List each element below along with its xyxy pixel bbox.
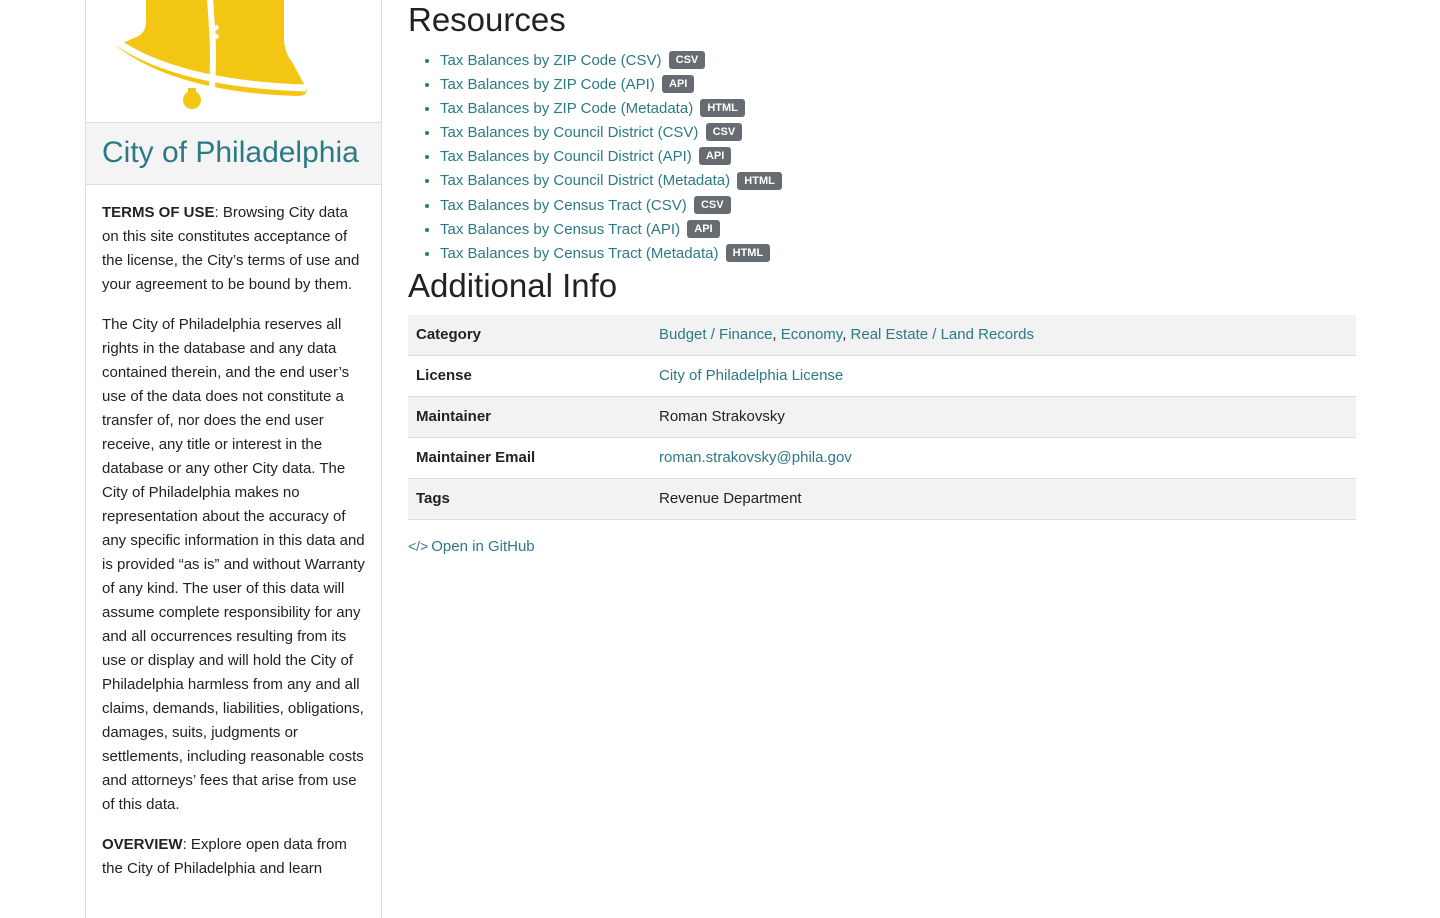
table-row <box>408 478 1356 519</box>
license-value-cell <box>651 355 1356 396</box>
open-in-github <box>408 538 1356 555</box>
org-title[interactable]: City of Philadelphia <box>102 136 359 169</box>
format-badge: HTML <box>726 244 771 262</box>
resource-item <box>440 218 1356 242</box>
resource-item <box>440 169 1356 193</box>
format-badge: CSV <box>706 123 743 141</box>
resource-link[interactable]: Tax Balances by Council District (Metadata) <box>440 172 731 190</box>
format-badge: CSV <box>669 51 706 69</box>
terms-text: : Browsing City data on this site constitutes acceptance of the license, the City’s terms of use and your agreement to be bound by them. <box>102 204 360 293</box>
logo-box[interactable] <box>86 0 381 123</box>
table-row <box>408 437 1356 478</box>
open-in-github-link[interactable] <box>408 538 535 555</box>
resource-item <box>440 49 1356 73</box>
resource-link[interactable]: Tax Balances by Census Tract (Metadata) <box>440 244 719 262</box>
terms-paragraph <box>102 201 367 297</box>
category-key: Category <box>408 315 651 356</box>
open-in-github-label: Open in GitHub <box>431 537 535 555</box>
maintainer-email-key: Maintainer Email <box>408 437 651 478</box>
format-badge: API <box>687 220 719 238</box>
resource-item <box>440 242 1356 266</box>
overview-label: OVERVIEW <box>102 836 183 853</box>
license-link[interactable]: City of Philadelphia License <box>659 367 844 385</box>
category-link[interactable]: Budget / Finance <box>659 326 773 344</box>
resource-link[interactable]: Tax Balances by Council District (API) <box>440 148 692 166</box>
resource-item <box>440 73 1356 97</box>
maintainer-key: Maintainer <box>408 396 651 437</box>
sidebar-description <box>86 185 381 881</box>
category-link[interactable]: Economy <box>780 326 843 344</box>
terms-label: TERMS OF USE <box>102 204 215 221</box>
org-title-bar <box>86 123 381 185</box>
format-badge: API <box>699 147 731 165</box>
format-badge: API <box>662 75 694 93</box>
format-badge: HTML <box>700 99 745 117</box>
format-badge: CSV <box>694 196 731 214</box>
resource-link[interactable]: Tax Balances by Census Tract (CSV) <box>440 196 687 214</box>
tags-key: Tags <box>408 478 651 519</box>
rights-paragraph: The City of Philadelphia reserves all rights in the database and any data contained therein, and the end user’s use of the data does not constitute a transfer of, nor does the end user receive, any title or interest in the database or any other City data. The City of Philadelphia makes no representation about the accuracy of any specific information in this data and is provided “as is” and without Warranty of any kind. The user of this data will assume complete responsibility for any and all occurrences resulting from its use or display and will hold the City of Philadelphia harmless from any and all claims, demands, liabilities, obligations, damages, suits, judgments or settlements, including reasonable costs and attorneys’ fees that arise from use of this data. <box>102 316 365 813</box>
maintainer-value: Roman Strakovsky <box>651 396 1356 437</box>
resource-item <box>440 121 1356 145</box>
main-content <box>408 0 1356 555</box>
additional-info-heading: Additional Info <box>408 266 618 304</box>
sidebar <box>85 0 382 918</box>
resource-link[interactable]: Tax Balances by ZIP Code (CSV) <box>440 52 662 69</box>
license-key: License <box>408 355 651 396</box>
table-row <box>408 315 1356 356</box>
category-link[interactable]: Real Estate / Land Records <box>850 326 1034 344</box>
liberty-bell-logo[interactable] <box>106 0 366 122</box>
resource-link[interactable]: Tax Balances by Council District (CSV) <box>440 124 699 142</box>
format-badge: HTML <box>737 172 782 190</box>
code-icon: </> <box>408 537 429 554</box>
maintainer-email-cell <box>651 437 1356 478</box>
table-row <box>408 396 1356 437</box>
resource-list <box>408 49 1356 266</box>
resource-link[interactable]: Tax Balances by ZIP Code (API) <box>440 76 655 94</box>
table-row <box>408 355 1356 396</box>
tags-value: Revenue Department <box>651 478 1356 519</box>
additional-info-table <box>408 315 1356 520</box>
resource-item <box>440 97 1356 121</box>
resource-link[interactable]: Tax Balances by Census Tract (API) <box>440 220 681 238</box>
resource-item <box>440 145 1356 169</box>
resource-link[interactable]: Tax Balances by ZIP Code (Metadata) <box>440 100 694 118</box>
category-value <box>651 315 1356 356</box>
category-separator: , <box>772 326 781 344</box>
overview-text: : Explore open data from the City of Philadelphia and learn <box>102 836 347 877</box>
category-separator: , <box>842 326 851 344</box>
maintainer-email-link[interactable]: roman.strakovsky@phila.gov <box>659 449 852 467</box>
resource-item <box>440 194 1356 218</box>
resources-heading: Resources <box>408 1 566 38</box>
overview-paragraph <box>102 833 367 881</box>
